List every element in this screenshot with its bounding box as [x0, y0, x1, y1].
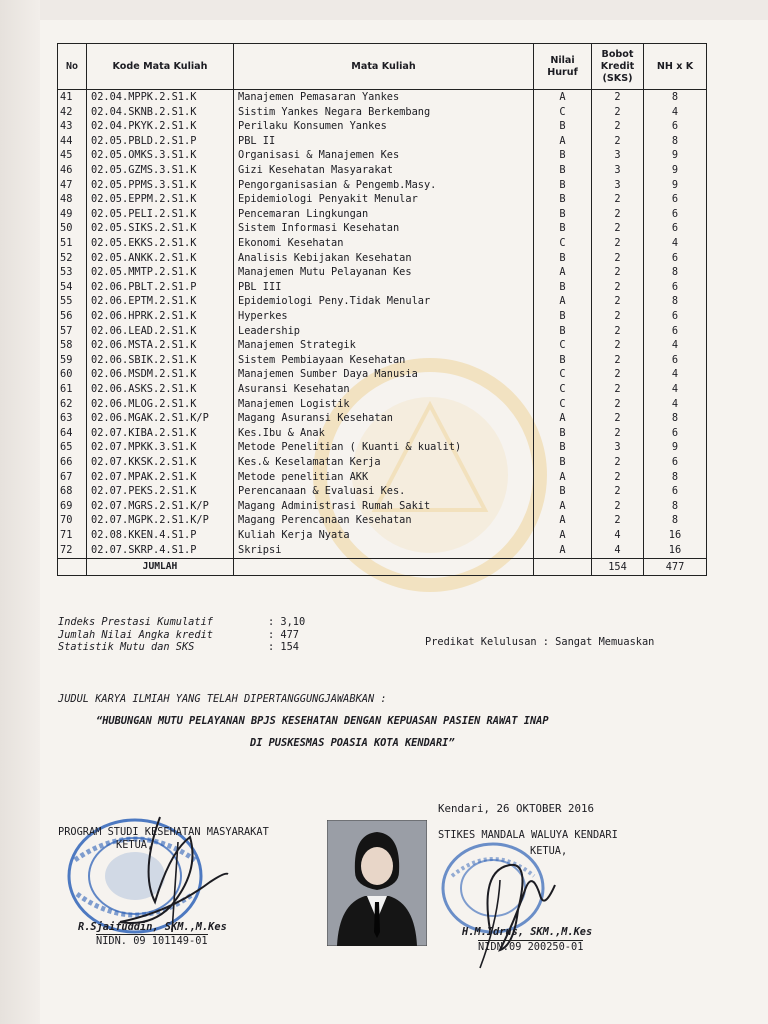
col-header-nilai-line2: Huruf: [547, 66, 578, 78]
cell-no: 45: [58, 148, 87, 163]
cell-sks: 2: [592, 90, 644, 105]
cell-sks: 2: [592, 119, 644, 134]
cell-nilai: B: [534, 280, 592, 295]
col-header-bobot: [592, 44, 644, 90]
table-row: [58, 90, 707, 105]
cell-nilai: B: [534, 309, 592, 324]
graduation-predicate: Predikat Kelulusan : Sangat Memuaskan: [425, 636, 655, 648]
cell-kode: 02.06.HPRK.2.S1.K: [87, 309, 234, 324]
footer-total-nhk: 477: [644, 559, 707, 576]
cell-mata-kuliah: Pencemaran Lingkungan: [234, 207, 534, 222]
cell-nilai: B: [534, 192, 592, 207]
cell-nilai: B: [534, 440, 592, 455]
cell-nhk: 9: [644, 440, 707, 455]
city-date: Kendari, 26 OKTOBER 2016: [438, 802, 595, 815]
cell-nhk: 6: [644, 221, 707, 236]
cell-no: 50: [58, 221, 87, 236]
left-role: KETUA,: [116, 839, 154, 851]
cell-kode: 02.06.MSDM.2.S1.K: [87, 367, 234, 382]
smd-label: Statistik Mutu dan SKS: [58, 641, 195, 653]
cell-kode: 02.06.LEAD.2.S1.K: [87, 324, 234, 339]
cell-no: 47: [58, 178, 87, 193]
cell-no: 55: [58, 294, 87, 309]
cell-nilai: C: [534, 338, 592, 353]
cell-no: 69: [58, 499, 87, 514]
cell-kode: 02.06.MLOG.2.S1.K: [87, 396, 234, 411]
cell-no: 43: [58, 119, 87, 134]
student-photo: [327, 820, 427, 946]
cell-mata-kuliah: Metode Penelitian ( Kuanti & kualit): [234, 440, 534, 455]
cell-kode: 02.05.SIKS.2.S1.K: [87, 221, 234, 236]
cell-sks: 4: [592, 542, 644, 558]
cell-nilai: C: [534, 396, 592, 411]
cell-mata-kuliah: Epidemiologi Peny.Tidak Menular: [234, 294, 534, 309]
cell-no: 48: [58, 192, 87, 207]
cell-kode: 02.07.MPAK.2.S1.K: [87, 469, 234, 484]
cell-nilai: C: [534, 105, 592, 120]
cell-nilai: B: [534, 251, 592, 266]
cell-no: 72: [58, 542, 87, 558]
cell-kode: 02.05.GZMS.3.S1.K: [87, 163, 234, 178]
cell-sks: 2: [592, 426, 644, 441]
table-row: [58, 163, 707, 178]
col-header-nilai-line1: Nilai: [550, 54, 575, 66]
cell-mata-kuliah: Perilaku Konsumen Yankes: [234, 119, 534, 134]
cell-mata-kuliah: Sistim Yankes Negara Berkembang: [234, 105, 534, 120]
cell-nilai: A: [534, 528, 592, 543]
table-row: [58, 426, 707, 441]
cell-nhk: 9: [644, 163, 707, 178]
cell-kode: 02.05.MMTP.2.S1.K: [87, 265, 234, 280]
cell-mata-kuliah: Ekonomi Kesehatan: [234, 236, 534, 251]
table-header: [58, 44, 707, 90]
cell-mata-kuliah: Sistem Pembiayaan Kesehatan: [234, 353, 534, 368]
cell-sks: 2: [592, 367, 644, 382]
table-row: [58, 382, 707, 397]
col-header-bobot-line1: Bobot: [601, 48, 634, 60]
footer-blank: [234, 559, 534, 576]
jna-label: Jumlah Nilai Angka kredit: [58, 628, 213, 641]
cell-sks: 2: [592, 324, 644, 339]
cell-nhk: 9: [644, 178, 707, 193]
cell-nhk: 8: [644, 469, 707, 484]
table-row: [58, 119, 707, 134]
cell-nhk: 6: [644, 280, 707, 295]
cell-nhk: 6: [644, 309, 707, 324]
cell-no: 54: [58, 280, 87, 295]
cell-nilai: B: [534, 221, 592, 236]
table-row: [58, 396, 707, 411]
table-row: [58, 513, 707, 528]
cell-no: 41: [58, 90, 87, 105]
cell-sks: 3: [592, 178, 644, 193]
table-row: [58, 455, 707, 470]
footer-label: JUMLAH: [87, 559, 234, 576]
ipk-value: : 3,10: [268, 616, 306, 628]
cell-nilai: B: [534, 426, 592, 441]
cell-mata-kuliah: Kes.Ibu & Anak: [234, 426, 534, 441]
cell-mata-kuliah: Kes.& Keselamatan Kerja: [234, 455, 534, 470]
table-row: [58, 484, 707, 499]
cell-sks: 3: [592, 163, 644, 178]
cell-kode: 02.07.KKSK.2.S1.K: [87, 455, 234, 470]
cell-mata-kuliah: Skripsi: [234, 542, 534, 558]
cell-mata-kuliah: PBL II: [234, 134, 534, 149]
cell-mata-kuliah: Sistem Informasi Kesehatan: [234, 221, 534, 236]
col-header-mata-kuliah: Mata Kuliah: [234, 44, 534, 90]
cell-no: 64: [58, 426, 87, 441]
cell-kode: 02.07.KIBA.2.S1.K: [87, 426, 234, 441]
cell-nilai: B: [534, 484, 592, 499]
cell-no: 49: [58, 207, 87, 222]
cell-sks: 2: [592, 294, 644, 309]
thesis-heading: JUDUL KARYA ILMIAH YANG TELAH DIPERTANGGUNGJAWABKAN :: [58, 693, 387, 705]
table-row: [58, 367, 707, 382]
ipk-label: Indeks Prestasi Kumulatif: [58, 616, 213, 628]
grade-table: [57, 43, 707, 576]
cell-no: 68: [58, 484, 87, 499]
cell-sks: 2: [592, 353, 644, 368]
cell-sks: 2: [592, 207, 644, 222]
cell-kode: 02.05.PBLD.2.S1.P: [87, 134, 234, 149]
cell-no: 53: [58, 265, 87, 280]
cell-nilai: A: [534, 134, 592, 149]
right-role: KETUA,: [530, 845, 568, 857]
cell-mata-kuliah: Metode penelitian AKK: [234, 469, 534, 484]
table-row: [58, 353, 707, 368]
cell-nilai: B: [534, 353, 592, 368]
cell-nilai: B: [534, 119, 592, 134]
summary-row: [58, 629, 305, 642]
cell-no: 51: [58, 236, 87, 251]
cell-nilai: C: [534, 236, 592, 251]
left-nidn: NIDN. 09 101149-01: [96, 935, 208, 947]
cell-mata-kuliah: Pengorganisasian & Pengemb.Masy.: [234, 178, 534, 193]
right-nidn: NIDN.09 200250-01: [478, 941, 584, 953]
cell-sks: 2: [592, 484, 644, 499]
cell-sks: 2: [592, 455, 644, 470]
cell-nhk: 6: [644, 207, 707, 222]
cell-kode: 02.05.EPPM.2.S1.K: [87, 192, 234, 207]
cell-no: 70: [58, 513, 87, 528]
cell-no: 63: [58, 411, 87, 426]
cell-sks: 2: [592, 309, 644, 324]
cell-no: 46: [58, 163, 87, 178]
cell-kode: 02.07.PEKS.2.S1.K: [87, 484, 234, 499]
cell-sks: 2: [592, 280, 644, 295]
cell-mata-kuliah: Manajemen Sumber Daya Manusia: [234, 367, 534, 382]
cell-nilai: A: [534, 542, 592, 558]
cell-kode: 02.06.PBLT.2.S1.P: [87, 280, 234, 295]
cell-sks: 2: [592, 192, 644, 207]
col-header-no: No: [58, 44, 87, 90]
cell-no: 57: [58, 324, 87, 339]
cell-no: 65: [58, 440, 87, 455]
table-row: [58, 192, 707, 207]
cell-nilai: A: [534, 499, 592, 514]
table-row: [58, 499, 707, 514]
cell-no: 52: [58, 251, 87, 266]
cell-no: 60: [58, 367, 87, 382]
cell-nilai: B: [534, 207, 592, 222]
cell-sks: 4: [592, 528, 644, 543]
cell-mata-kuliah: Manajemen Mutu Pelayanan Kes: [234, 265, 534, 280]
cell-sks: 2: [592, 382, 644, 397]
cell-kode: 02.04.MPPK.2.S1.K: [87, 90, 234, 105]
cell-nilai: B: [534, 178, 592, 193]
table-row: [58, 411, 707, 426]
cell-nilai: A: [534, 469, 592, 484]
cell-nilai: C: [534, 367, 592, 382]
cell-mata-kuliah: Organisasi & Manajemen Kes: [234, 148, 534, 163]
cell-mata-kuliah: Magang Administrasi Rumah Sakit: [234, 499, 534, 514]
cell-nilai: A: [534, 294, 592, 309]
col-header-bobot-line2: Kredit: [600, 60, 635, 72]
cell-no: 62: [58, 396, 87, 411]
table-row: [58, 148, 707, 163]
cell-no: 61: [58, 382, 87, 397]
cell-nhk: 8: [644, 265, 707, 280]
cell-kode: 02.06.MSTA.2.S1.K: [87, 338, 234, 353]
cell-nhk: 6: [644, 455, 707, 470]
footer-total-sks: 154: [592, 559, 644, 576]
cell-mata-kuliah: Manajemen Logistik: [234, 396, 534, 411]
table-row: [58, 221, 707, 236]
table-row: [58, 440, 707, 455]
cell-kode: 02.05.OMKS.3.S1.K: [87, 148, 234, 163]
cell-kode: 02.05.PPMS.3.S1.K: [87, 178, 234, 193]
cell-nhk: 4: [644, 367, 707, 382]
cell-kode: 02.06.EPTM.2.S1.K: [87, 294, 234, 309]
cell-nhk: 8: [644, 513, 707, 528]
cell-nilai: B: [534, 148, 592, 163]
cell-mata-kuliah: Manajemen Strategik: [234, 338, 534, 353]
col-header-kode: Kode Mata Kuliah: [87, 44, 234, 90]
thesis-title-line2: DI PUSKESMAS POASIA KOTA KENDARI”: [250, 737, 455, 749]
cell-kode: 02.06.SBIK.2.S1.K: [87, 353, 234, 368]
cell-sks: 2: [592, 265, 644, 280]
cell-sks: 3: [592, 440, 644, 455]
thesis-title-line1: “HUBUNGAN MUTU PELAYANAN BPJS KESEHATAN DENGAN KEPUASAN PASIEN RAWAT INAP: [96, 715, 549, 727]
cell-kode: 02.07.MGRS.2.S1.K/P: [87, 499, 234, 514]
cell-mata-kuliah: Hyperkes: [234, 309, 534, 324]
cell-mata-kuliah: Gizi Kesehatan Masyarakat: [234, 163, 534, 178]
table-row: [58, 542, 707, 558]
cell-kode: 02.07.SKRP.4.S1.P: [87, 542, 234, 558]
cell-nilai: B: [534, 455, 592, 470]
table-row: [58, 338, 707, 353]
page-top-edge: [40, 0, 768, 20]
cell-nhk: 6: [644, 119, 707, 134]
cell-no: 59: [58, 353, 87, 368]
cell-sks: 2: [592, 469, 644, 484]
table-row: [58, 236, 707, 251]
cell-sks: 2: [592, 338, 644, 353]
cell-no: 67: [58, 469, 87, 484]
cell-nhk: 6: [644, 251, 707, 266]
cell-sks: 2: [592, 513, 644, 528]
table-row: [58, 265, 707, 280]
col-header-bobot-line3: (SKS): [602, 72, 633, 84]
right-org: STIKES MANDALA WALUYA KENDARI: [438, 829, 618, 841]
table-row: [58, 134, 707, 149]
summary-row: [58, 641, 305, 654]
cell-mata-kuliah: Magang Perencanaan Kesehatan: [234, 513, 534, 528]
footer-blank: [58, 559, 87, 576]
cell-sks: 2: [592, 134, 644, 149]
cell-nilai: B: [534, 163, 592, 178]
table-row: [58, 324, 707, 339]
cell-sks: 2: [592, 411, 644, 426]
table-row: [58, 528, 707, 543]
cell-nilai: B: [534, 324, 592, 339]
cell-sks: 2: [592, 221, 644, 236]
col-header-nhxk: NH x K: [644, 44, 707, 90]
cell-sks: 2: [592, 105, 644, 120]
cell-nhk: 4: [644, 382, 707, 397]
cell-nhk: 8: [644, 411, 707, 426]
cell-nhk: 6: [644, 192, 707, 207]
table-footer: [58, 559, 707, 576]
cell-nhk: 8: [644, 294, 707, 309]
cell-nilai: A: [534, 90, 592, 105]
cell-nilai: A: [534, 513, 592, 528]
cell-nilai: A: [534, 265, 592, 280]
cell-nhk: 16: [644, 528, 707, 543]
cell-kode: 02.04.SKNB.2.S1.K: [87, 105, 234, 120]
jna-value: : 477: [268, 628, 299, 641]
cell-kode: 02.07.MPKK.3.S1.K: [87, 440, 234, 455]
page-edge-shadow: [0, 0, 40, 1024]
table-row: [58, 280, 707, 295]
cell-kode: 02.05.EKKS.2.S1.K: [87, 236, 234, 251]
summary-row: [58, 616, 305, 629]
cell-kode: 02.04.PKYK.2.S1.K: [87, 119, 234, 134]
cell-sks: 2: [592, 396, 644, 411]
cell-mata-kuliah: Asuransi Kesehatan: [234, 382, 534, 397]
cell-nhk: 8: [644, 134, 707, 149]
grade-rows: [58, 90, 707, 559]
cell-nhk: 6: [644, 484, 707, 499]
left-name: R.Sjaifuddin, SKM.,M.Kes: [78, 921, 227, 933]
footer-blank: [534, 559, 592, 576]
table-row: [58, 178, 707, 193]
cell-nhk: 4: [644, 105, 707, 120]
cell-sks: 3: [592, 148, 644, 163]
cell-sks: 2: [592, 236, 644, 251]
cell-mata-kuliah: Leadership: [234, 324, 534, 339]
cell-no: 56: [58, 309, 87, 324]
col-header-nilai: [534, 44, 592, 90]
table-row: [58, 309, 707, 324]
cell-mata-kuliah: Manajemen Pemasaran Yankes: [234, 90, 534, 105]
right-name: H.M.Idrus, SKM.,M.Kes: [462, 926, 593, 938]
cell-nhk: 4: [644, 236, 707, 251]
thesis-section: [58, 693, 708, 749]
cell-nhk: 8: [644, 90, 707, 105]
cell-no: 44: [58, 134, 87, 149]
cell-kode: 02.07.MGPK.2.S1.K/P: [87, 513, 234, 528]
table-row: [58, 469, 707, 484]
cell-nilai: C: [534, 382, 592, 397]
cell-no: 66: [58, 455, 87, 470]
cell-kode: 02.06.MGAK.2.S1.K/P: [87, 411, 234, 426]
cell-kode: 02.06.ASKS.2.S1.K: [87, 382, 234, 397]
table-row: [58, 105, 707, 120]
cell-sks: 2: [592, 499, 644, 514]
cell-kode: 02.05.PELI.2.S1.K: [87, 207, 234, 222]
cell-kode: 02.05.ANKK.2.S1.K: [87, 251, 234, 266]
grade-summary: [58, 616, 305, 654]
cell-kode: 02.08.KKEN.4.S1.P: [87, 528, 234, 543]
cell-mata-kuliah: Perencanaan & Evaluasi Kes.: [234, 484, 534, 499]
table-row: [58, 207, 707, 222]
cell-nilai: A: [534, 411, 592, 426]
left-org: PROGRAM STUDI KESEHATAN MASYARAKAT: [58, 826, 269, 838]
cell-nhk: 6: [644, 324, 707, 339]
cell-nhk: 8: [644, 499, 707, 514]
cell-no: 58: [58, 338, 87, 353]
cell-nhk: 6: [644, 426, 707, 441]
smd-value: : 154: [268, 641, 299, 653]
cell-sks: 2: [592, 251, 644, 266]
cell-nhk: 16: [644, 542, 707, 558]
cell-nhk: 9: [644, 148, 707, 163]
cell-no: 42: [58, 105, 87, 120]
table-row: [58, 251, 707, 266]
table-row: [58, 294, 707, 309]
cell-nhk: 4: [644, 338, 707, 353]
cell-nhk: 6: [644, 353, 707, 368]
cell-mata-kuliah: Epidemiologi Penyakit Menular: [234, 192, 534, 207]
cell-nhk: 4: [644, 396, 707, 411]
cell-mata-kuliah: Analisis Kebijakan Kesehatan: [234, 251, 534, 266]
cell-mata-kuliah: Magang Asuransi Kesehatan: [234, 411, 534, 426]
cell-mata-kuliah: Kuliah Kerja Nyata: [234, 528, 534, 543]
cell-no: 71: [58, 528, 87, 543]
cell-mata-kuliah: PBL III: [234, 280, 534, 295]
